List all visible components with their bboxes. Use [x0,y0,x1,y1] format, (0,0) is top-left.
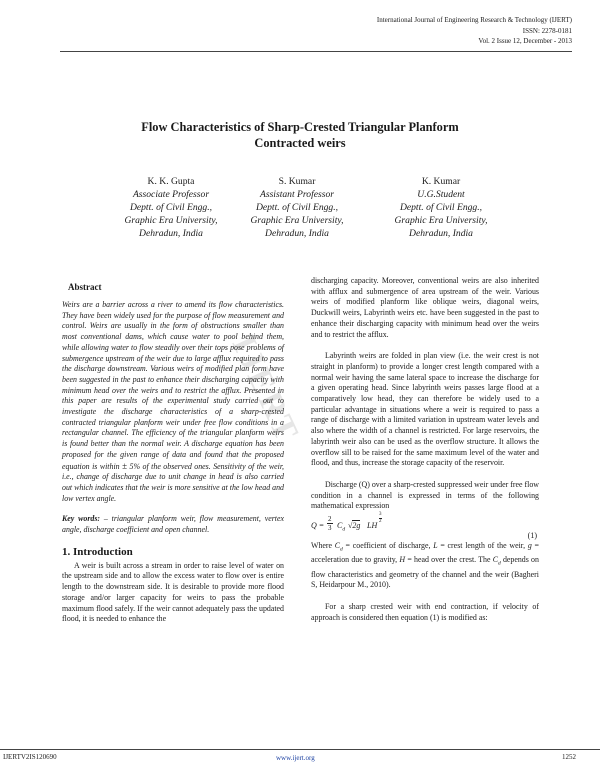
body-paragraph-3 [311,480,539,512]
author-university: Graphic Era University, [394,215,488,226]
header-rule [60,51,572,52]
title-line-2: Contracted weirs [254,135,346,150]
equation-fraction [327,515,333,532]
journal-name: International Journal of Engineering Research & Technology (IJERT) [376,16,572,24]
author-role: Associate Professor [132,189,210,200]
author-dept: Deptt. of Civil Engg., [129,202,213,213]
paper-title [60,120,540,151]
keywords-label: Key words: [62,514,101,524]
cd-var-sub: d [340,546,343,553]
author-city: Dehradun, India [139,228,203,239]
cd-dependence-text: depends on flow characteristics and geometry of the channel and the weir (Bagheri S, Heidarpour M., 2010). [311,555,539,590]
L-var: L [433,541,438,551]
discharge-intro-text: Discharge (Q) over a sharp-crested suppressed weir under free flow condition in a channel is expressed in terms of the following mathematical expression [311,479,539,511]
author-city: Dehradun, India [265,228,329,239]
author-name: K. Kumar [421,176,461,187]
H-definition: = head over the crest. The [407,555,491,565]
watermark: IJERT [224,330,307,449]
author-role: Assistant Professor [259,189,334,200]
volume-issue: Vol. 2 Issue 12, December - 2013 [478,37,572,45]
where-text: Where [311,541,333,551]
abstract-heading: Abstract [68,282,102,292]
cd-symbol: C [337,521,343,531]
equation-sqrt: √2g [348,521,361,531]
fraction-denominator: 3 [328,524,332,533]
g-var: g [527,541,532,551]
author-name: S. Kumar [278,176,316,187]
equation-1 [311,512,539,541]
footer-paper-id: IJERTV2IS120690 [3,753,57,761]
author-dept: Deptt. of Civil Engg., [255,202,339,213]
body-paragraph-4 [311,541,539,591]
equation-lhs: Q = [311,521,325,531]
cd-var-2-sub: d [497,560,501,567]
cd-var-2-letter: C [492,555,498,565]
plus-minus-symbol: ± [122,460,128,471]
body-paragraph-1: discharging capacity. Moreover, conventional weirs are also inherited with afflux and submergence of area upstream of the weir. Various weirs of modified planform like oblique weirs, diagonal weirs, Duckwill weirs, Labyrinth weirs etc. have been suggested in the past to enhance their discharging capacity with minimum head over the weirs and to restrict the afflux. [311,276,539,339]
author-city: Dehradun, India [409,228,473,239]
fraction-numerator: 2 [328,515,332,524]
author-role: U.G.Student [417,189,465,200]
keywords [62,514,284,535]
L-definition: = crest length of the weir, [440,541,526,551]
right-column [311,276,539,623]
author-university: Graphic Era University, [124,215,218,226]
footer-page-number: 1252 [562,753,576,761]
keywords-text: – triangular planform weir, flow measurement, vertex angle, discharge coefficient and open channel. [62,514,284,535]
abstract-text-part2: 5% of the observed ones. Sensitivity of the weir, i.e., change of discharge due to unit change in head is also carried out which indicates that the weir is more sensitive at the low head and low vertex angle. [62,461,284,503]
sqrt-content: 2g [352,521,361,531]
abstract-text [62,300,284,504]
exponent-numerator: 3 [379,512,382,518]
g-definition: = acceleration due to gravity, [311,541,539,565]
introduction-heading: 1. Introduction [62,545,133,558]
cd-var [334,541,343,553]
introduction-text: A weir is built across a stream in order to raise level of water on the upstream side and to allow the excess water to flow over is entire length to the downstream side. It is desirable to provide more flood storage and/or larger capacity for weirs to pass the probable maximum flood safely. If the weir cannot adequately pass the updated flood, it is needed to enhance the [62,560,284,624]
cd-var-2 [492,555,501,567]
H-var: H [399,555,406,565]
author-3 [356,175,526,240]
body-paragraph-5: For a sharp crested weir with end contraction, if velocity of approach is considered then equation (1) is modified as: [311,602,539,622]
exponent-fraction [379,512,382,525]
body-paragraph-2: Labyrinth weirs are folded in plan view (i.e. the weir crest is not straight in planform) to provide a longer crest length compared with a normal weir having the same lateral space to increase the discharge for a given operating head. Since labyrinth weirs passes large flood at a comparatively low head, they can therefore be widely used to a particular advantage in situations where a weir is required to pass a range of discharge with a limited variation in upstream water levels and also where the width of a channel is restricted. For large reservoirs, the labyrinth weir also can be used as the overflow structure. It allows the overflow sill to be raised for the same maximum level of the water and flood, and thus, increase the storage capacity of the reservoir. [311,351,539,468]
abstract-text-part1: Weirs are a barrier across a river to amend its flow characteristics. They have been widely used for the purpose of flow measurement and control. Weirs are usually in the form of obstructions smaller than most conventional dams, which cause water to pool behind them, while allowing water to flow steadily over their tops pose problems of submergence upstream of the weir due to large afflux required to pass the discharge downstream. Various weirs of modified plan form have been suggested in the past to enhance their discharging capacity with minimum head over the weirs and to restrict the afflux. Presented in this paper are results of the experimental study carried out to investigate the discharge characteristics of a sharp-crested contracted triangular planform weir under free flow conditions in a rectangular channel. The efficiency of the triangular planform weirs is found better than the normal weir. A discharge equation has been proposed for the given range of data and found that the proposed equation is within [62,300,284,471]
equation-lh: LH [367,521,378,531]
author-name: K. K. Gupta [147,176,195,187]
cd-definition: = coefficient of discharge, [345,541,431,551]
footer-website-link[interactable]: www.ijert.org [276,754,315,762]
equation-number: (1) [527,531,537,541]
equation-cd [337,521,345,533]
running-header [377,15,572,47]
left-column [62,282,284,625]
title-line-1: Flow Characteristics of Sharp-Crested Triangular Planform [141,120,459,134]
author-dept: Deptt. of Civil Engg., [399,202,483,213]
author-university: Graphic Era University, [250,215,344,226]
exponent-denominator: 2 [379,519,382,525]
cd-subscript: d [342,526,346,533]
cd-var-letter: C [334,541,341,551]
issn: ISSN: 2278-0181 [522,26,572,35]
footer-rule [0,749,600,750]
